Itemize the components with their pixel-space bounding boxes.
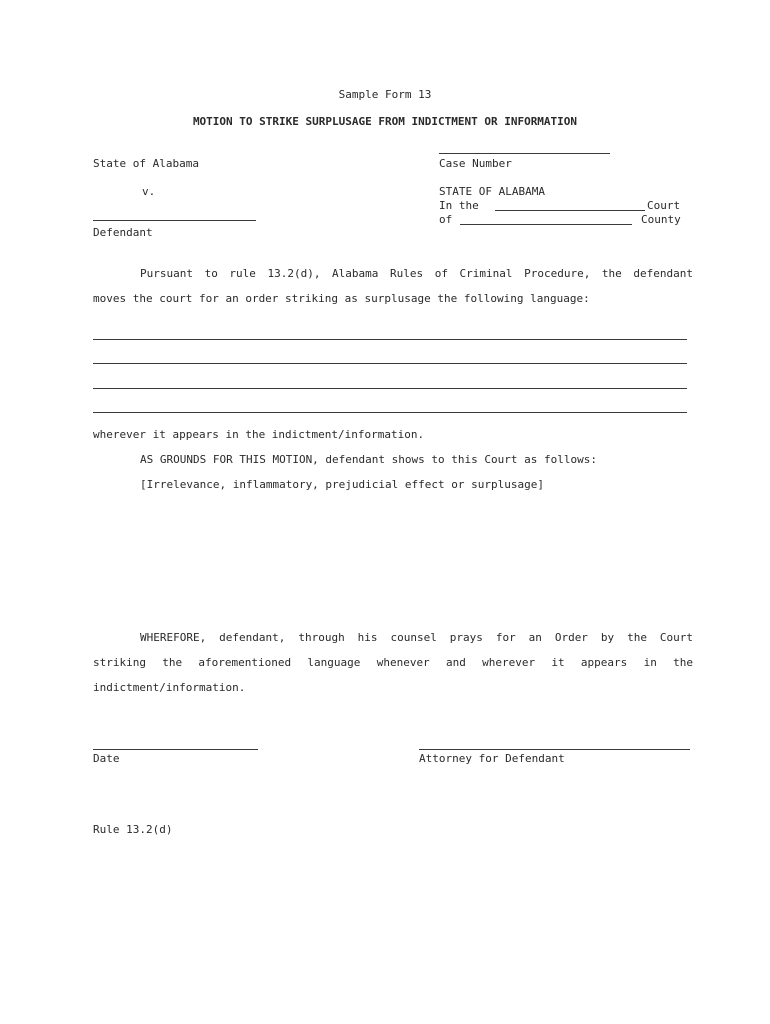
form-label: Sample Form 13 xyxy=(338,88,432,101)
date-signature-line[interactable] xyxy=(93,749,258,750)
county-label: County xyxy=(641,213,681,226)
case-number-line[interactable] xyxy=(439,153,610,154)
court-name-line[interactable] xyxy=(495,210,645,211)
county-name-line[interactable] xyxy=(460,224,632,225)
grounds-bracket-text: [Irrelevance, inflammatory, prejudicial effect or surplusage] xyxy=(140,478,544,491)
case-number-label: Case Number xyxy=(439,157,512,170)
surplusage-blank-line[interactable] xyxy=(93,412,687,413)
wherefore-line-1: WHEREFORE, defendant, through his counsel prays for an Order by the Court xyxy=(140,631,693,644)
of-label: of xyxy=(439,213,453,226)
grounds-line: AS GROUNDS FOR THIS MOTION, defendant shows to this Court as follows: xyxy=(140,453,597,466)
surplusage-blank-line[interactable] xyxy=(93,388,687,389)
pursuant-paragraph-line-2: moves the court for an order striking as surplusage the following language: xyxy=(93,292,590,305)
rule-reference: Rule 13.2(d) xyxy=(93,823,173,836)
pursuant-paragraph-line-1: Pursuant to rule 13.2(d), Alabama Rules of Criminal Procedure, the defendant xyxy=(140,267,693,280)
court-label: Court xyxy=(647,199,681,212)
state-of-alabama-label: State of Alabama xyxy=(93,157,199,170)
attorney-signature-line[interactable] xyxy=(419,749,690,750)
surplusage-blank-line[interactable] xyxy=(93,339,687,340)
defendant-name-line[interactable] xyxy=(93,220,256,221)
surplusage-blank-line[interactable] xyxy=(93,363,687,364)
wherefore-line-3: indictment/information. xyxy=(93,681,246,694)
attorney-label: Attorney for Defendant xyxy=(419,752,565,765)
in-the-label: In the xyxy=(439,199,479,212)
date-label: Date xyxy=(93,752,120,765)
defendant-label: Defendant xyxy=(93,226,153,239)
document-title: MOTION TO STRIKE SURPLUSAGE FROM INDICTMENT OR INFORMATION xyxy=(192,115,578,128)
state-of-alabama-caps: STATE OF ALABAMA xyxy=(439,185,545,198)
wherever-line: wherever it appears in the indictment/information. xyxy=(93,428,425,441)
versus-label: v. xyxy=(142,185,156,198)
wherefore-line-2: striking the aforementioned language whenever and wherever it appears in the xyxy=(93,656,693,669)
